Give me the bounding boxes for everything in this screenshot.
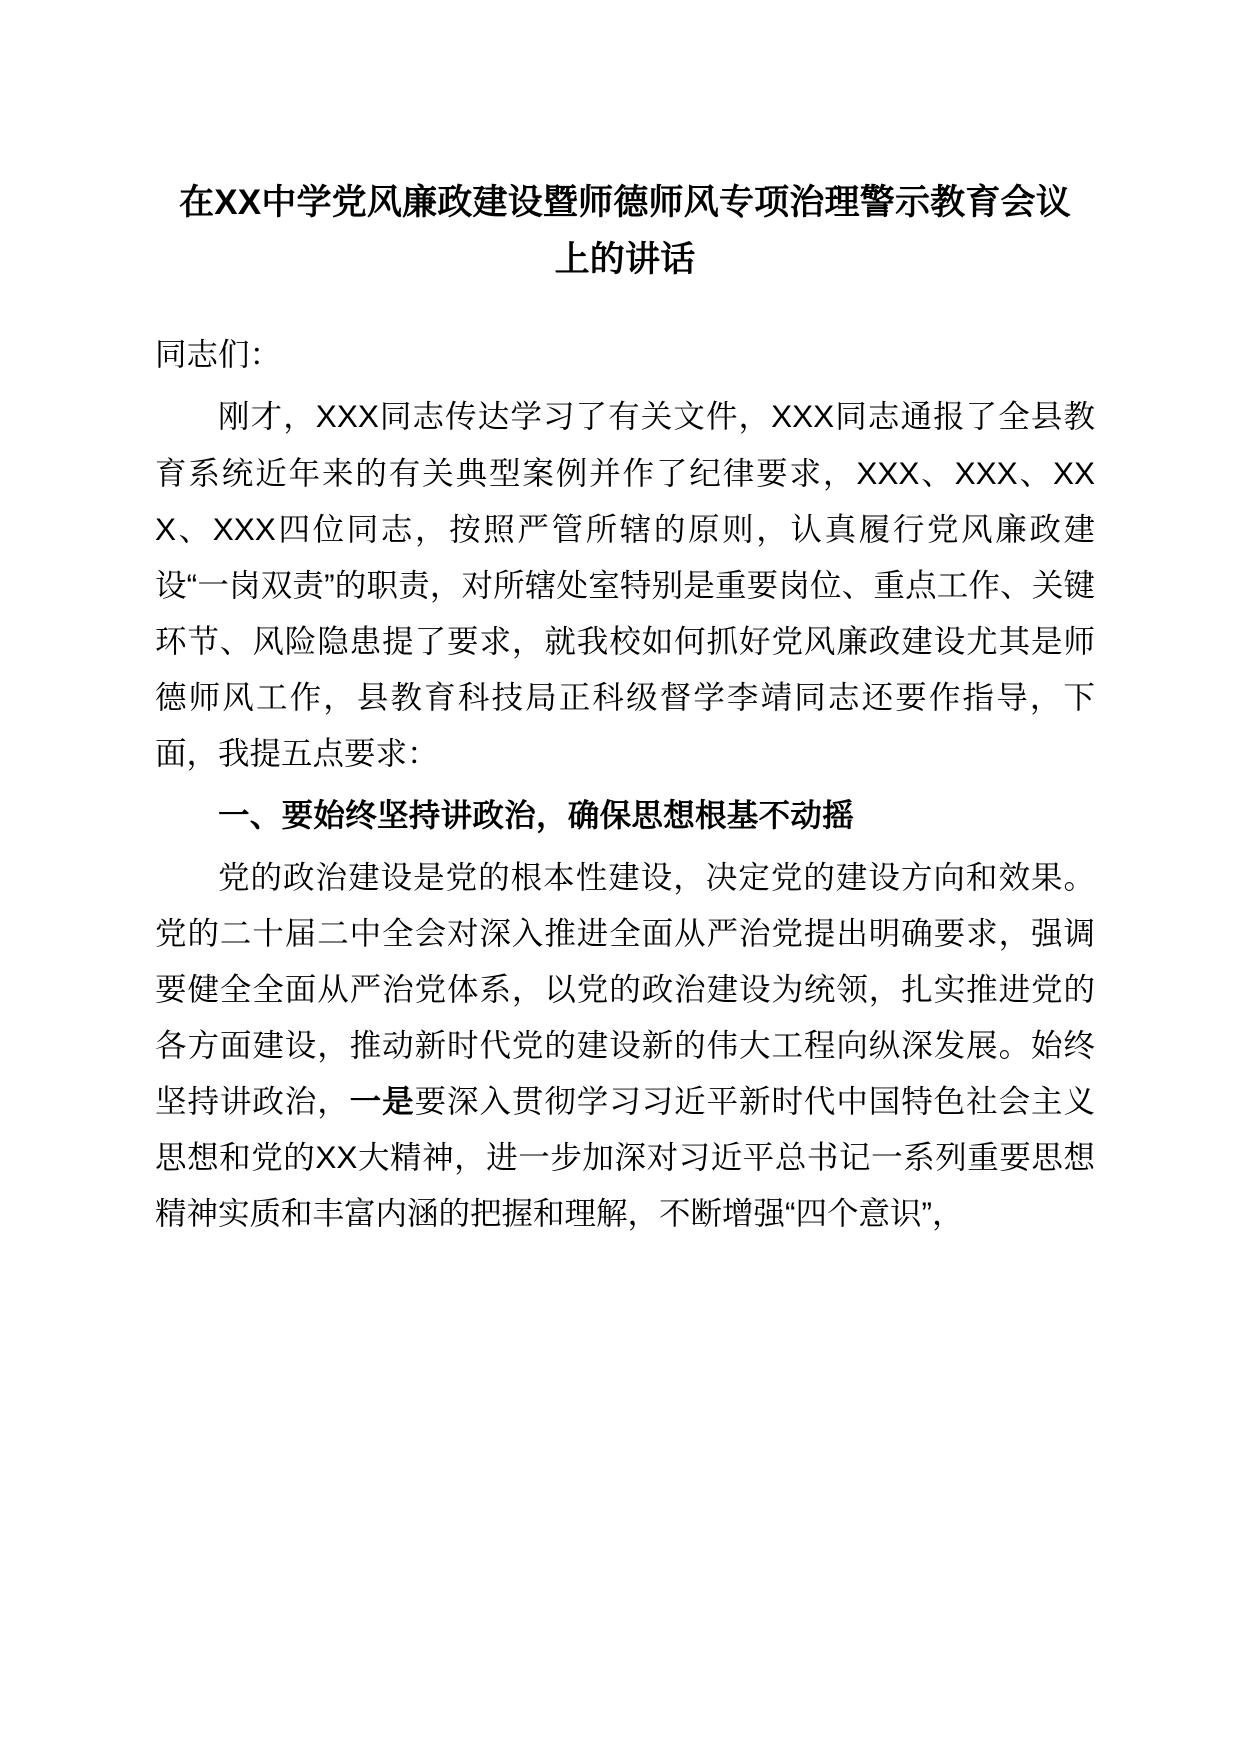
document-title [155,0,1095,288]
section-one-text-before-bold: 党的政治建设是党的根本性建设，决定党的建设方向和效果。党的二十届二中全会对深入推进全面从严治党提出明确要求，强调要健全全面从严治党体系，以党的政治建设为统领，扎实推进党的各方面建设，推动新时代党的建设新的伟大工程向纵深发展。始终坚持讲政治， [155,858,1095,1120]
opening-paragraph: 刚才，XXX同志传达学习了有关文件，XXX同志通报了全县教育系统近年来的有关典型案例并作了纪律要求，XXX、XXX、XXX、XXX四位同志，按照严管所辖的原则，认真履行党风廉政建设“一岗双责”的职责，对所辖处室特别是重要岗位、重点工作、关键环节、风险隐患提了要求，就我校如何抓好党风廉政建设尤其是师德师风工作，县教育科技局正科级督学李靖同志还要作指导，下面，我提五点要求： [155,398,1095,771]
section-one-paragraph [155,849,1095,1241]
section-one-text-after-bold: 要深入贯彻学习习近平新时代中国特色社会主义思想和党的XX大精神，进一步加深对习近平总书记一系列重要思想精神实质和丰富内涵的把握和理解，不断增强“四个意识”， [155,1083,1095,1232]
document-title-line-2: 上的讲话 [554,239,696,279]
salutation-line: 同志们： [155,336,282,373]
section-one-emphasis: 一是 [349,1083,415,1120]
document-content [155,0,1095,1241]
section-heading-one: 一、要始终坚持讲政治，确保思想根基不动摇 [218,796,855,833]
document-title-line-1: 在XX中学党风廉政建设暨师德师风专项治理警示教育会议 [179,183,1071,222]
